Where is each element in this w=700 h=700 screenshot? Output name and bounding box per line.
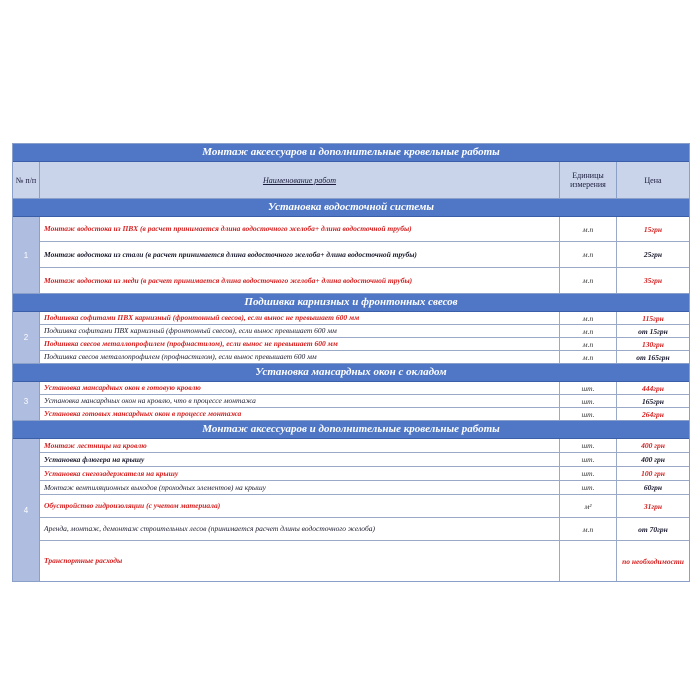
table-row: [40, 350, 689, 363]
section-title-4: Монтаж аксессуаров и дополнительные кровельные работы: [13, 421, 689, 439]
row-unit: шт.: [560, 481, 617, 494]
table-row: [40, 382, 689, 394]
table-row: [40, 241, 689, 267]
row-price: по необходимости: [622, 556, 684, 566]
table-row: [40, 394, 689, 407]
row-name: Монтаж водостока из стали (в расчет принимается длина водосточного желоба+ длина водосточной трубы): [40, 242, 560, 267]
row-name: Монтаж водостока из ПВХ (в расчет принимается длина водосточного желоба+ длина водосточной трубы): [40, 217, 560, 241]
row-price: от 70грн: [638, 524, 668, 534]
section-number: 1: [13, 217, 40, 293]
row-price: 130грн: [642, 339, 664, 349]
section-1: [13, 217, 689, 294]
header-price: Цена: [644, 175, 662, 185]
table-row: [40, 407, 689, 420]
section-rows: [40, 312, 689, 363]
row-name: Установка флюгера на крышу: [40, 453, 560, 466]
row-price: 115грн: [642, 313, 664, 323]
table-row: [40, 217, 689, 241]
section-3: [13, 382, 689, 421]
row-unit: м.п: [560, 312, 617, 324]
row-price: 15грн: [643, 224, 663, 234]
section-rows: [40, 217, 689, 293]
row-name: Подшивка софитами ПВХ карнизный (фронтонный свесов), если вынос не превышает 600 мм: [40, 312, 560, 324]
table-title: Монтаж аксессуаров и дополнительные кровельные работы: [13, 144, 689, 162]
section-4: [13, 439, 689, 581]
row-unit: м.п: [560, 518, 617, 540]
row-unit: м.п: [560, 217, 617, 241]
row-price: 100 грн: [641, 469, 665, 478]
row-price: 25грн: [643, 250, 663, 259]
row-unit: шт.: [560, 382, 617, 394]
row-name: Подшивка софитами ПВХ карнизный (фронтонный свесов), если вынос превышает 600 мм: [40, 325, 560, 337]
row-price: от 165грн: [636, 352, 670, 362]
row-name: Подшивка свесов металлопрофилем (профнастилом), если вынос не превышает 600 мм: [40, 338, 560, 350]
row-unit: шт.: [560, 408, 617, 420]
row-unit: м²: [560, 495, 617, 517]
table-row: [40, 452, 689, 466]
table-row: [40, 312, 689, 324]
row-price: 264грн: [642, 409, 664, 419]
table-row: [40, 494, 689, 517]
row-name: Установка снегозадержателя на крышу: [40, 467, 560, 480]
table-row: [40, 466, 689, 480]
row-name: Установка мансардных окон на кровлю, что в процессе монтажа: [40, 395, 560, 407]
row-name: Подшивка свесов металлопрофилем (профнастилом), если вынос превышает 600 мм: [40, 351, 560, 363]
row-unit: м.п: [560, 338, 617, 350]
section-number: 3: [13, 382, 40, 420]
row-name: Установка готовых мансардных окон в процессе монтажа: [40, 408, 560, 420]
row-unit: м.п: [560, 325, 617, 337]
row-unit: м.п: [560, 268, 617, 293]
row-name: Транспортные расходы: [40, 541, 560, 581]
table-row: [40, 337, 689, 350]
header-name: [40, 162, 560, 198]
row-unit: шт.: [560, 395, 617, 407]
header-number: № п/п: [13, 162, 40, 198]
row-price: 165грн: [642, 396, 664, 406]
table-row: [40, 517, 689, 540]
section-rows: [40, 382, 689, 420]
row-price: 31грн: [643, 501, 663, 511]
table-row: [40, 267, 689, 293]
row-price: 400 грн: [641, 441, 665, 450]
row-unit: [560, 541, 617, 581]
row-name: Монтаж водостока из меди (в расчет принимается длина водосточного желоба+ длина водосточной трубы): [40, 268, 560, 293]
header-name-label: Наименование работ: [262, 175, 337, 185]
section-2: [13, 312, 689, 364]
row-unit: шт.: [560, 453, 617, 466]
header-unit: Единицы измерения: [560, 162, 617, 198]
table-row: [40, 540, 689, 581]
section-number: 2: [13, 312, 40, 363]
row-price: от 15грн: [638, 326, 668, 336]
row-name: Установка мансардных окон в готовую кровлю: [40, 382, 560, 394]
row-price: 60грн: [643, 483, 663, 492]
row-unit: шт.: [560, 467, 617, 480]
table-row: [40, 439, 689, 452]
table-header-row: [13, 162, 689, 199]
table-row: [40, 324, 689, 337]
section-title-2: Подшивка карнизных и фронтонных свесов: [13, 294, 689, 312]
row-price: 400 грн: [641, 455, 665, 464]
section-rows: [40, 439, 689, 581]
row-price: 444грн: [642, 383, 664, 393]
table-row: [40, 480, 689, 494]
row-price: 35грн: [643, 276, 663, 285]
row-name: Обустройство гидроизоляции (с учетом материала): [40, 495, 560, 517]
row-name: Монтаж лестницы на кровлю: [40, 439, 560, 452]
row-unit: м.п: [560, 242, 617, 267]
row-unit: м.п: [560, 351, 617, 363]
row-name: Аренда, монтаж, демонтаж строительных лесов (принимается расчет длины водосточного желоба): [40, 518, 560, 540]
section-number: 4: [13, 439, 40, 581]
section-title-1: Установка водосточной системы: [13, 199, 689, 217]
row-unit: шт.: [560, 439, 617, 452]
section-title-3: Установка мансардных окон с окладом: [13, 364, 689, 382]
price-table: [12, 143, 690, 582]
row-name: Монтаж вентиляционных выходов (проходных элементов) на крышу: [40, 481, 560, 494]
